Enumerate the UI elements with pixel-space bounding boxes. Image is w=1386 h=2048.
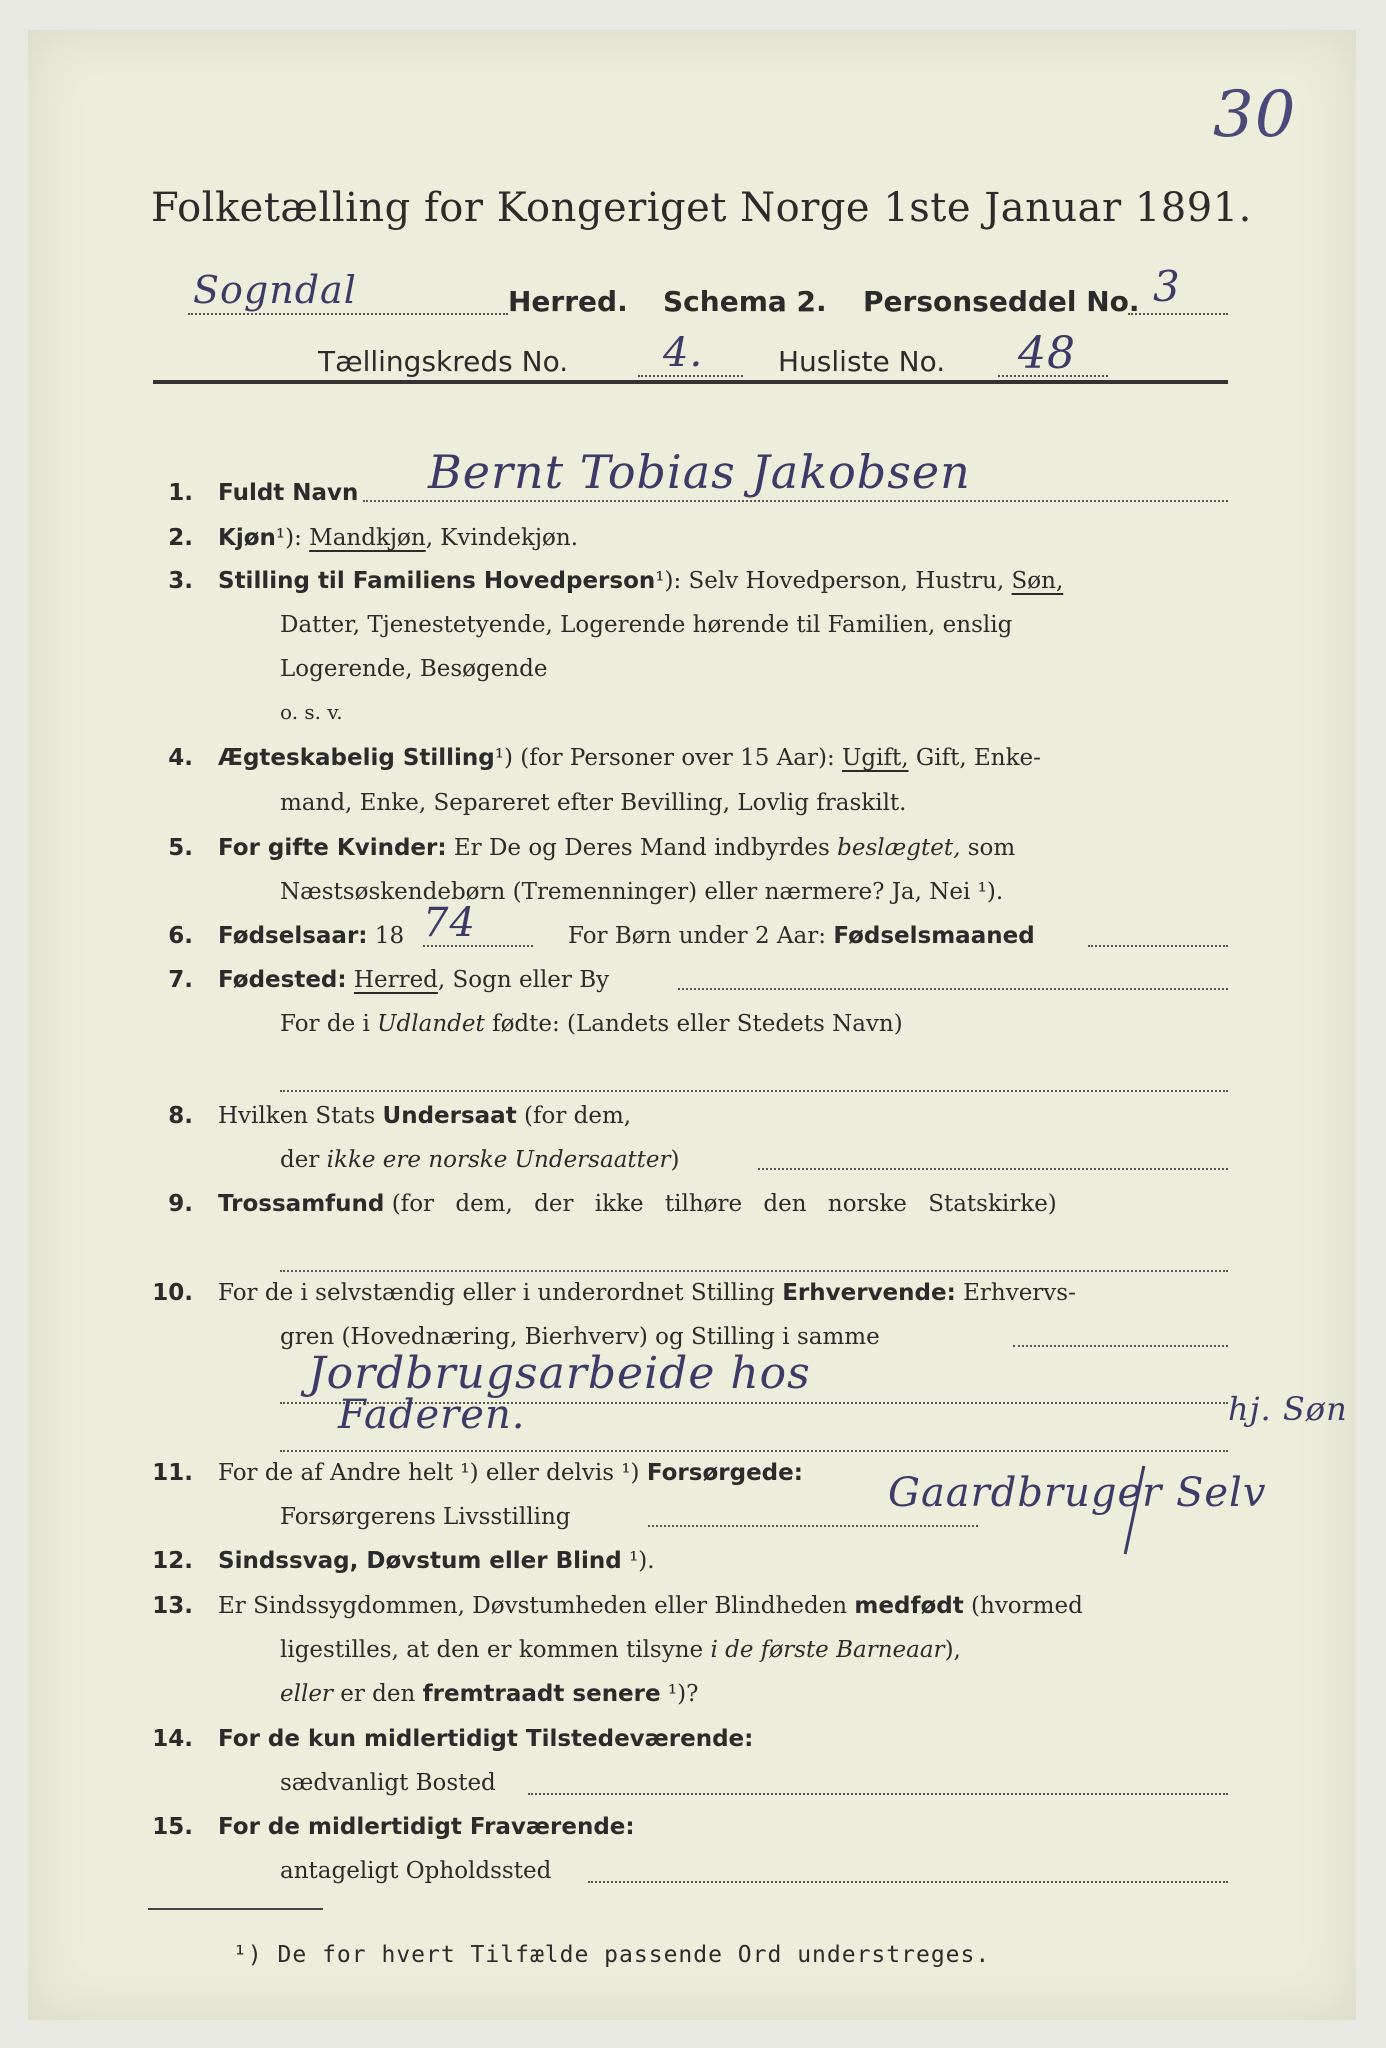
footnote-divider xyxy=(148,1908,323,1910)
q1-full-name: Bernt Tobias Jakobsen xyxy=(428,445,971,499)
q11-line1: For de af Andre helt ¹) eller delvis ¹) Forsørgede: xyxy=(218,1460,803,1486)
header-divider xyxy=(153,380,1228,384)
page-number-handwritten: 30 xyxy=(1213,78,1297,152)
q7-selected: Herred xyxy=(353,967,438,993)
kreds-value: 4. xyxy=(663,330,704,376)
q14-line2: sædvanligt Bosted xyxy=(280,1770,496,1796)
q4-line2: mand, Enke, Separeret efter Bevilling, Lovlig fraskilt. xyxy=(280,790,907,816)
q11-number: 11. xyxy=(152,1460,193,1486)
q1-number: 1. xyxy=(168,480,193,506)
q5-line2: Næstsøskendebørn (Tremenninger) eller nærmere? Ja, Nei ¹). xyxy=(280,879,1004,905)
q13-line3: eller er den fremtraadt senere ¹)? xyxy=(280,1681,699,1707)
q12-number: 12. xyxy=(152,1548,193,1574)
husliste-value: 48 xyxy=(1018,328,1076,379)
q2-selected: Mandkjøn xyxy=(309,525,426,551)
q10-occupation-2: Faderen. xyxy=(338,1392,526,1438)
q2-number: 2. xyxy=(168,525,193,551)
q9-number: 9. xyxy=(168,1191,193,1217)
q10-number: 10. xyxy=(152,1280,193,1306)
q5-line1: For gifte Kvinder: Er De og Deres Mand indbyrdes beslægtet, som xyxy=(218,835,1016,861)
q8-line1: Hvilken Stats Undersaat (for dem, xyxy=(218,1103,632,1129)
herred-label: Herred. xyxy=(508,285,628,318)
q13-line1: Er Sindssygdommen, Døvstumheden eller Blindheden medfødt (hvormed xyxy=(218,1593,1083,1619)
kreds-label: Tællingskreds No. xyxy=(318,345,569,378)
q4-number: 4. xyxy=(168,745,193,771)
q5-number: 5. xyxy=(168,835,193,861)
q13-number: 13. xyxy=(152,1593,193,1619)
q15-line2: antageligt Opholdssted xyxy=(280,1858,552,1884)
q2-line: Kjøn¹): Mandkjøn, Kvindekjøn. xyxy=(218,525,579,551)
q10-note: hj. Søn xyxy=(1228,1390,1348,1428)
q2-label: Kjøn xyxy=(218,525,276,551)
q15-number: 15. xyxy=(152,1814,193,1840)
q10-occupation-1: Jordbrugsarbeide hos xyxy=(308,1348,811,1399)
personseddel-label: Personseddel No. xyxy=(863,285,1140,318)
q6-label: Fødselsaar: 18 xyxy=(218,923,405,949)
q6-birth-year: 74 xyxy=(423,900,476,946)
form-title: Folketælling for Kongeriget Norge 1ste Januar 1891. xyxy=(151,185,1252,231)
q14-line1: For de kun midlertidigt Tilstedeværende: xyxy=(218,1726,754,1752)
q4-selected: Ugift, xyxy=(842,745,909,771)
q10-line2: gren (Hovednæring, Bierhverv) og Stilling i samme xyxy=(280,1324,880,1350)
q8-number: 8. xyxy=(168,1103,193,1129)
q3-line4: o. s. v. xyxy=(280,700,343,724)
herred-value: Sogndal xyxy=(193,268,357,312)
q4-line1: Ægteskabelig Stilling¹) (for Personer over 15 Aar): Ugift, Gift, Enke- xyxy=(218,745,1041,771)
q3-selected: Søn, xyxy=(1011,568,1064,594)
footnote: ¹) De for hvert Tilfælde passende Ord understreges. xyxy=(233,1942,991,1968)
q3-line2: Datter, Tjenestetyende, Logerende hørende til Familien, enslig xyxy=(280,612,1013,638)
husliste-label: Husliste No. xyxy=(778,345,946,378)
q14-number: 14. xyxy=(152,1726,193,1752)
q3-line1: Stilling til Familiens Hovedperson¹): Selv Hovedperson, Hustru, Søn, xyxy=(218,568,1064,594)
q6-number: 6. xyxy=(168,923,193,949)
q15-line1: For de midlertidigt Fraværende: xyxy=(218,1814,635,1840)
q8-line2: der ikke ere norske Undersaatter) xyxy=(280,1147,680,1173)
q7-line2: For de i Udlandet fødte: (Landets eller Stedets Navn) xyxy=(280,1011,903,1037)
q12-line1: Sindssvag, Døvstum eller Blind ¹). xyxy=(218,1548,655,1574)
personseddel-value: 3 xyxy=(1153,262,1181,311)
schema-label: Schema 2. xyxy=(663,285,827,318)
q11-line2: Forsørgerens Livsstilling xyxy=(280,1504,571,1530)
q3-number: 3. xyxy=(168,568,193,594)
q7-number: 7. xyxy=(168,967,193,993)
q1-label: Fuldt Navn xyxy=(218,480,359,506)
census-form-sheet xyxy=(28,30,1356,2020)
q11-provider-occupation: Gaardbruger Selv xyxy=(888,1470,1267,1516)
q6-line-rest: For Børn under 2 Aar: Fødselsmaaned xyxy=(568,923,1035,949)
q9-line1: Trossamfund (for dem, der ikke tilhøre den norske Statskirke) xyxy=(218,1191,1057,1217)
q10-line1: For de i selvstændig eller i underordnet Stilling Erhvervende: Erhvervs- xyxy=(218,1280,1076,1306)
q7-line1: Fødested: Herred, Sogn eller By xyxy=(218,967,610,993)
q13-line2: ligestilles, at den er kommen tilsyne i de første Barneaar), xyxy=(280,1637,961,1663)
q3-line3: Logerende, Besøgende xyxy=(280,656,548,682)
